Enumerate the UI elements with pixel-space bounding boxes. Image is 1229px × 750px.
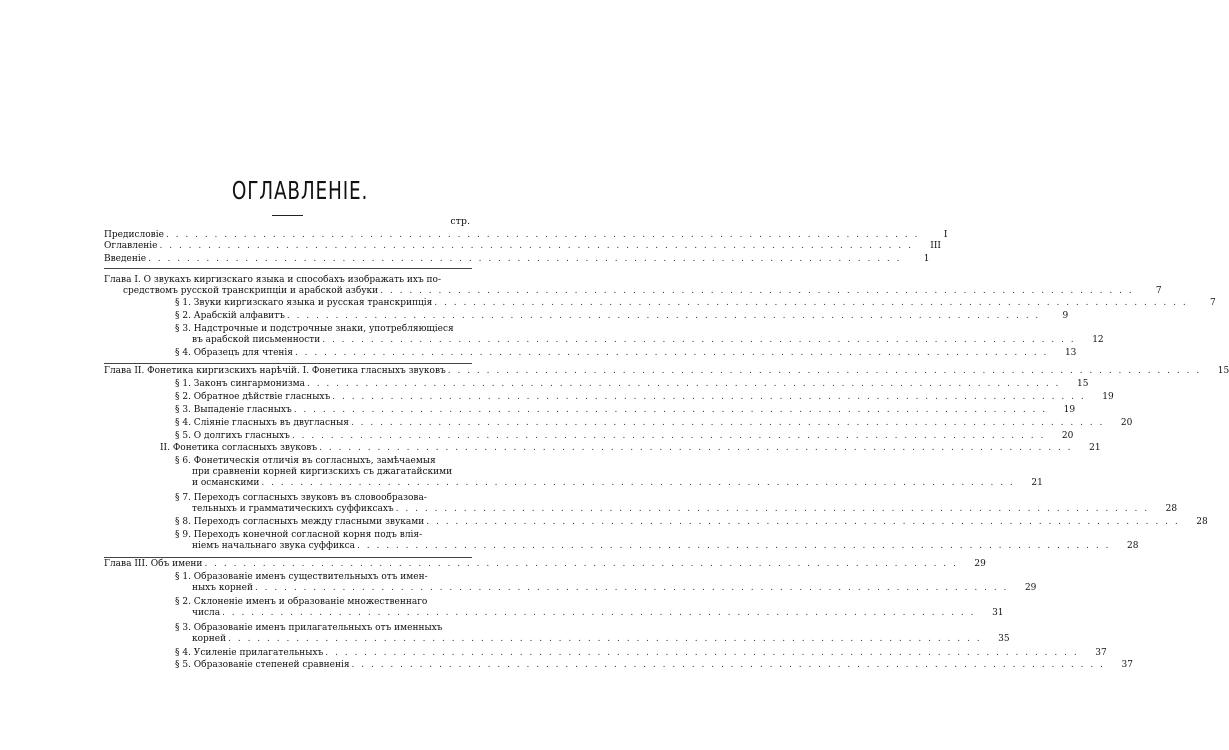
toc-chapter-2: Глава II. Фонетика киргизскихъ нарѣчій. I. Фонетика гласныхъ звуковъ . . . 15 bbox=[104, 366, 472, 377]
toc-entry-preface: Предисловіе . . . I bbox=[104, 230, 472, 241]
toc-entry: § 2. Склоненіе именъ и образованіе множественнаго числа . . . 31 bbox=[175, 597, 472, 619]
toc-chapter-3: Глава III. Объ имени . . . 29 bbox=[104, 559, 472, 570]
toc-chapter-1: Глава I. О звукахъ киргизскаго языка и способахъ изображать ихъ по- средствомъ русской транскрипціи и арабской азбуки . . . 7 bbox=[104, 275, 472, 297]
toc-entry: § 9. Переходъ конечной согласной корня подъ влія- ніемъ начальнаго звука суффикса . . . 28 bbox=[175, 530, 472, 552]
toc-entry: § 5. О долгихъ гласныхъ . . . 20 bbox=[175, 431, 472, 442]
title-rule bbox=[272, 215, 303, 216]
toc-entry: § 7. Переходъ согласныхъ звуковъ въ словообразова- тельныхъ и грамматическихъ суффиксахъ . . . 28 bbox=[175, 493, 472, 515]
toc-entry: § 1. Законъ сингармонизма . . . 15 bbox=[175, 379, 472, 390]
toc-entry: § 3. Надстрочные и подстрочные знаки, употребляющіеся въ арабской письменности . . . 12 bbox=[175, 324, 472, 346]
toc-entry: § 4. Образецъ для чтенія . . . 13 bbox=[175, 348, 472, 359]
toc-entry-contents: Оглавленіе . . . III bbox=[104, 241, 472, 252]
section-divider bbox=[104, 268, 472, 269]
toc-entry: § 2. Обратное дѣйствіе гласныхъ . . . 19 bbox=[175, 392, 472, 403]
toc-entry: § 8. Переходъ согласныхъ между гласными звуками . . . 28 bbox=[175, 517, 472, 528]
toc-entry: § 1. Звуки киргизскаго языка и русская транскрипція . . . 7 bbox=[175, 298, 472, 309]
toc-entry: § 5. Образованіе степеней сравненія . . . 37 bbox=[175, 660, 472, 671]
toc-entry-introduction: Введеніе . . . 1 bbox=[104, 254, 472, 265]
toc-entry: § 3. Выпаденіе гласныхъ . . . 19 bbox=[175, 405, 472, 416]
toc-entry: § 6. Фонетическія отличія въ согласныхъ, замѣчаемыя при сравненіи корней киргизскихъ съ джагатайскими и османскими . . . 21 bbox=[175, 456, 472, 489]
toc-entry: § 3. Образованіе именъ прилагательныхъ отъ именныхъ корней . . . 35 bbox=[175, 623, 472, 645]
toc-subsection-consonants: II. Фонетика согласныхъ звуковъ . . . 21 bbox=[160, 443, 472, 454]
section-divider bbox=[104, 363, 472, 364]
toc-entry: § 4. Усиленіе прилагательныхъ . . . 37 bbox=[175, 648, 472, 659]
page-column-header: стр. bbox=[450, 216, 470, 227]
section-divider bbox=[104, 557, 472, 558]
toc-entry: § 2. Арабскій алфавитъ . . . 9 bbox=[175, 311, 472, 322]
toc-entry: § 1. Образованіе именъ существительныхъ отъ имен- ныхъ корней . . . 29 bbox=[175, 572, 472, 594]
page-title: ОГЛАВЛЕНIЕ. bbox=[231, 176, 369, 205]
toc-entry: § 4. Сліяніе гласныхъ въ двугласныя . . . 20 bbox=[175, 418, 472, 429]
